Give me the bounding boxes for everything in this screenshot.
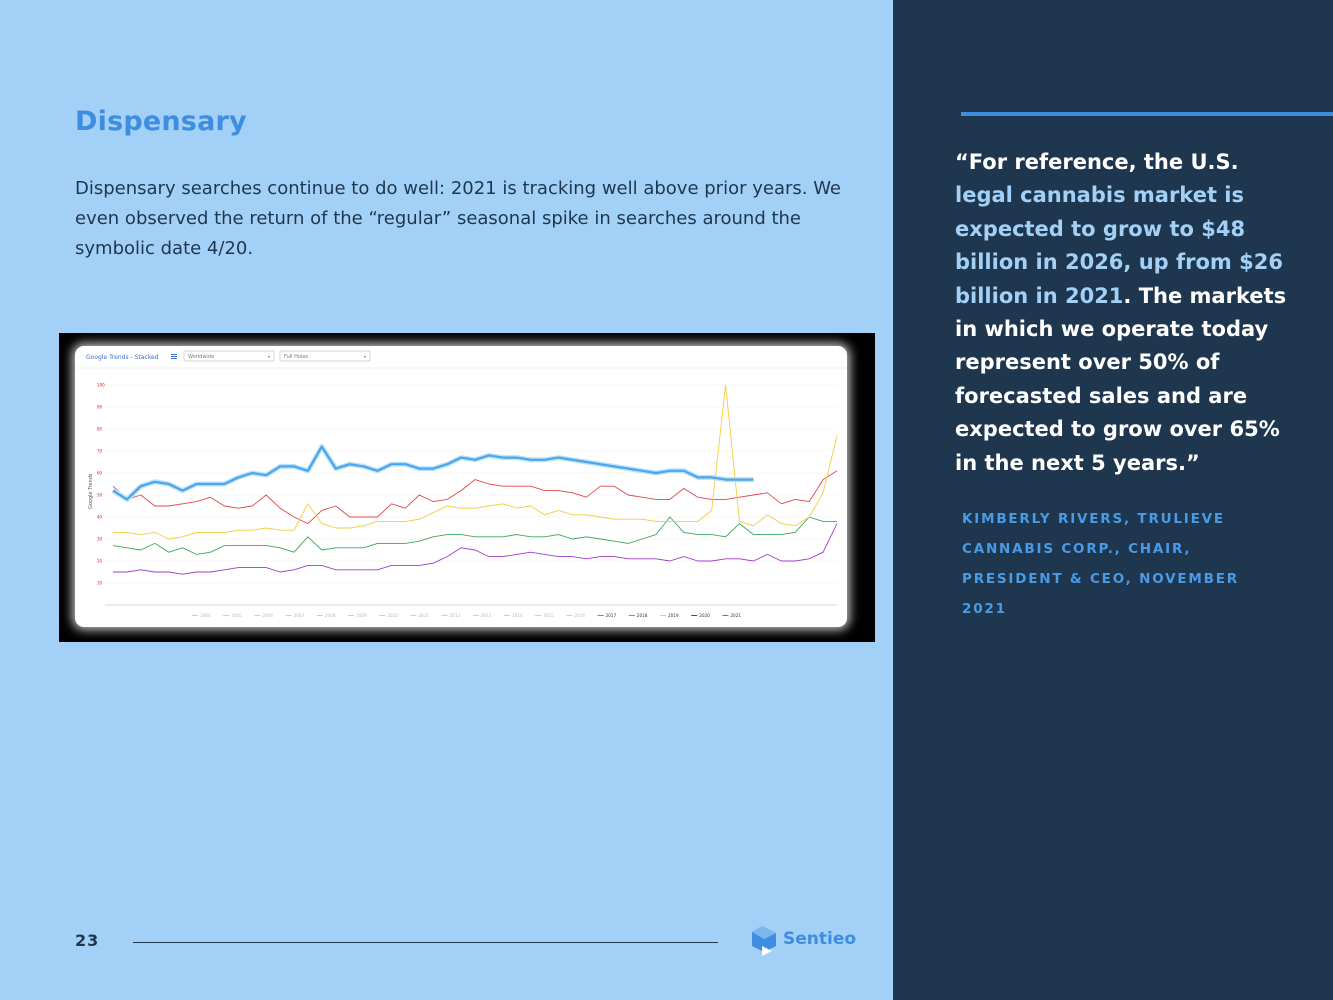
legend-item-2004[interactable]: 2004 <box>200 613 211 618</box>
legend-item-2018[interactable]: 2018 <box>636 613 648 618</box>
logo-text: Sentieo <box>783 929 857 949</box>
legend-item-2019[interactable]: 2019 <box>668 613 679 618</box>
legend-item-2010[interactable]: 2010 <box>387 613 398 618</box>
y-tick-label: 10 <box>97 580 103 586</box>
trends-chart <box>75 346 847 627</box>
legend-item-2011[interactable]: 2011 <box>418 613 430 618</box>
y-tick-label: 40 <box>97 514 103 520</box>
legend-item-2015[interactable]: 2015 <box>543 613 554 618</box>
section-body: Dispensary searches continue to do well: 2021 is tracking well above prior years. We even observed the return of the “regular” seasonal spike in searches around the symbolic date 4/20. <box>75 178 842 259</box>
section-title: Dispensary <box>75 106 247 137</box>
legend-item-2006[interactable]: 2006 <box>262 613 274 618</box>
svg-text:Full Holes: Full Holes <box>284 354 309 360</box>
legend-item-2017[interactable]: 2017 <box>605 613 617 618</box>
trends-card <box>75 346 847 627</box>
legend-item-2008[interactable]: 2008 <box>324 613 336 618</box>
y-tick-label: 100 <box>97 382 105 388</box>
period-select[interactable] <box>280 351 370 361</box>
y-axis-label: Google Trends <box>88 473 94 509</box>
legend-item-2009[interactable]: 2009 <box>356 613 367 618</box>
legend-item-2020[interactable]: 2020 <box>699 613 710 618</box>
page-number: 23 <box>75 931 100 950</box>
y-tick-label: 70 <box>97 448 103 454</box>
legend-item-2016[interactable]: 2016 <box>574 613 586 618</box>
chevron-down-icon: ▾ <box>268 354 271 359</box>
footer-divider <box>133 942 718 943</box>
y-tick-label: 80 <box>97 426 103 432</box>
series-line-2018 <box>113 517 837 554</box>
legend-item-2012[interactable]: 2012 <box>449 613 461 618</box>
y-tick-label: 30 <box>97 536 103 542</box>
legend-item-2014[interactable]: 2014 <box>512 613 523 618</box>
quote-part-3: . The markets in which we operate today represent over 50% of forecasted sales and are expected to grow over 65% in the next 5 years.” <box>955 283 1287 475</box>
y-tick-label: 50 <box>97 492 103 498</box>
trends-screenshot <box>59 333 875 642</box>
pull-quote <box>955 146 1295 480</box>
quote-part-1: “For reference, the U.S. <box>955 150 1239 174</box>
legend-item-2013[interactable]: 2013 <box>480 613 492 618</box>
quote-attribution: KIMBERLY RIVERS, TRULIEVE CANNABIS CORP., CHAIR, PRESIDENT & CEO, NOVEMBER 2021 <box>962 511 1239 617</box>
series-line-2021 <box>113 524 837 575</box>
sentieo-logo <box>750 924 860 958</box>
y-tick-label: 20 <box>97 558 103 564</box>
chevron-down-icon: ▾ <box>364 354 367 359</box>
y-tick-label: 60 <box>97 470 103 476</box>
legend-item-2005[interactable]: 2005 <box>231 613 242 618</box>
legend-item-2007[interactable]: 2007 <box>293 613 305 618</box>
logo-mark-icon <box>750 924 780 958</box>
menu-icon[interactable] <box>171 354 177 359</box>
region-select[interactable] <box>184 351 274 361</box>
quote-highlight: legal cannabis market is expected to grow to $48 billion in 2026, up from $26 billion in 2021 <box>955 183 1283 308</box>
legend-item-2021[interactable]: 2021 <box>730 613 742 618</box>
trends-header-title: Google Trends - Stacked <box>86 354 159 361</box>
svg-text:Worldwide: Worldwide <box>188 354 215 360</box>
y-tick-label: 90 <box>97 404 103 410</box>
quote-accent-rule <box>961 112 1333 116</box>
